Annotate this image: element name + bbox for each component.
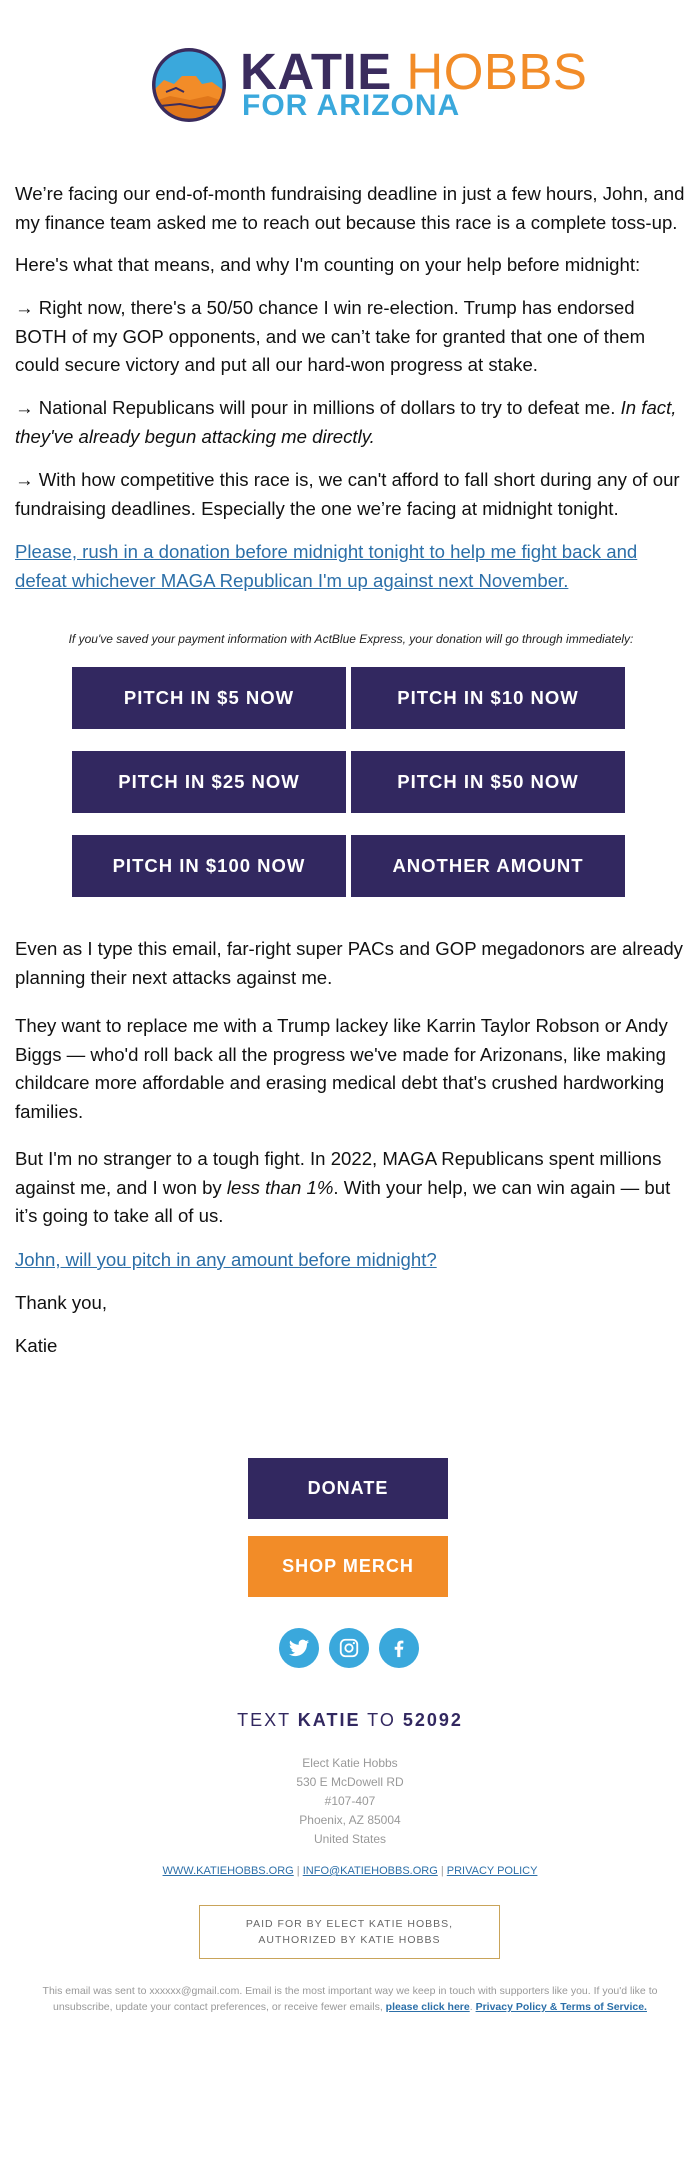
mailing-address: Elect Katie Hobbs 530 E McDowell RD #107-407 Phoenix, AZ 85004 United States (296, 1756, 404, 1846)
pitch-10-button[interactable]: PITCH IN $10 NOW (351, 667, 625, 729)
pitch-in-link-paragraph (15, 1246, 687, 1275)
unsubscribe-link[interactable]: please click here (385, 2001, 470, 2013)
actblue-express-note: If you've saved your payment information with ActBlue Express, your donation will go through immediately: (68, 632, 634, 646)
paragraph-competitive: → With how competitive this race is, we can't afford to fall short during any of our fundraising deadlines. Especially the one we’re facing at midnight tonight. (15, 469, 680, 519)
footer-links: WWW.KATIEHOBBS.ORG | INFO@KATIEHOBBS.ORG | PRIVACY POLICY (162, 1865, 538, 1877)
email-disclaimer: This email was sent to xxxxxx@gmail.com. Email is the most important way we keep in touch with supporters like you. If you'd like to unsubscribe, update your contact preferences, or receive fewer emails, please click here. Privacy Policy & Terms of Service. (42, 1985, 658, 2013)
pitch-in-link[interactable]: John, will you pitch in any amount before midnight? (15, 1249, 437, 1270)
signature: Katie (15, 1335, 58, 1356)
paragraph-tough-fight: But I'm no stranger to a tough fight. In 2022, MAGA Republicans spent millions against me, and I won by less than 1%. With your help, we can win again — but it’s going to take all of us. (15, 1148, 671, 1226)
rush-donation-link[interactable]: Please, rush in a donation before midnight tonight to help me fight back and defeat whichever MAGA Republican I'm up against next November. (15, 541, 638, 591)
privacy-terms-link[interactable]: Privacy Policy & Terms of Service. (475, 2001, 647, 2013)
text-number: 52092 (402, 1710, 463, 1730)
privacy-policy-link[interactable]: PRIVACY POLICY (446, 1865, 538, 1877)
shop-merch-button[interactable]: SHOP MERCH (248, 1536, 448, 1597)
footer-donate-button[interactable]: DONATE (248, 1458, 448, 1519)
paid-for-disclaimer: PAID FOR BY ELECT KATIE HOBBS, AUTHORIZED BY KATIE HOBBS (199, 1905, 500, 1959)
website-link[interactable]: WWW.KATIEHOBBS.ORG (162, 1865, 294, 1877)
pitch-25-button[interactable]: PITCH IN $25 NOW (72, 751, 346, 813)
facebook-link[interactable] (379, 1628, 419, 1668)
instagram-link[interactable] (329, 1628, 369, 1668)
paragraph-toss-up: → Right now, there's a 50/50 chance I win re-election. Trump has endorsed BOTH of my GOP opponents, and we can’t take for granted that one of them could secure victory and put all our hard-won progress at stake. (15, 297, 646, 375)
paragraph-trump-lackey: They want to replace me with a Trump lackey like Karrin Taylor Robson or Andy Biggs — who'd roll back all the progress we've made for Arizonans, like making childcare more affordable and erasing medical debt that's crushed hardworking families. (15, 1015, 668, 1122)
text-katie-callout: TEXT KATIE TO 52092 (237, 1710, 463, 1730)
twitter-link[interactable] (279, 1628, 319, 1668)
email-link[interactable]: INFO@KATIEHOBBS.ORG (302, 1865, 438, 1877)
campaign-logo (150, 43, 588, 126)
instagram-icon (338, 1637, 360, 1659)
another-amount-button[interactable]: ANOTHER AMOUNT (351, 835, 625, 897)
twitter-icon (288, 1637, 310, 1659)
paragraph-super-pacs: Even as I type this email, far-right super PACs and GOP megadonors are already planning their next attacks against me. (15, 938, 683, 988)
donation-link-paragraph (15, 538, 687, 595)
pitch-5-button[interactable]: PITCH IN $5 NOW (72, 667, 346, 729)
facebook-icon (388, 1637, 410, 1659)
paragraph-national-republicans: → National Republicans will pour in millions of dollars to try to defeat me. In fact, they've already begun attacking me directly. (15, 397, 677, 447)
paragraph-why: Here's what that means, and why I'm counting on your help before midnight: (15, 254, 641, 275)
paragraph-intro: We’re facing our end-of-month fundraising deadline in just a few hours, John, and my finance team asked me to reach out because this race is a complete toss-up. (15, 183, 685, 233)
logo-tagline: FOR ARIZONA (242, 89, 461, 122)
text-keyword: KATIE (297, 1710, 361, 1730)
sign-off: Thank you, (15, 1292, 107, 1313)
logo-name: KATIE HOBBS (240, 43, 588, 100)
arizona-landscape-icon (150, 46, 228, 124)
pitch-50-button[interactable]: PITCH IN $50 NOW (351, 751, 625, 813)
pitch-100-button[interactable]: PITCH IN $100 NOW (72, 835, 346, 897)
